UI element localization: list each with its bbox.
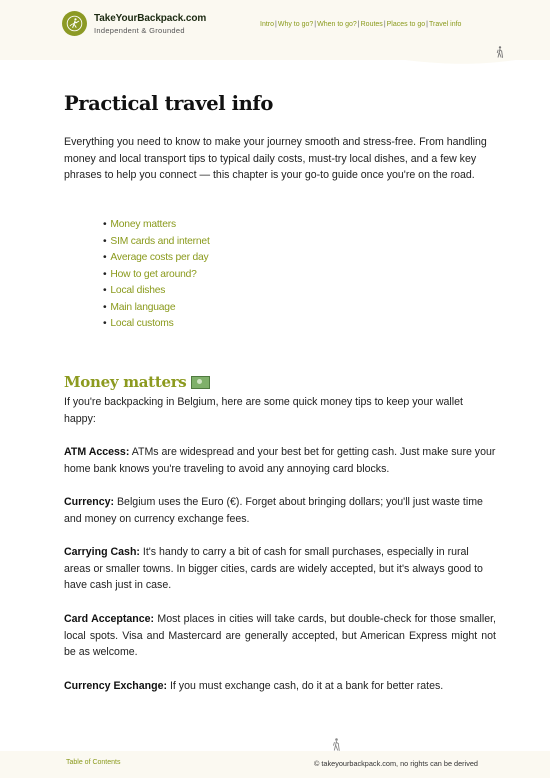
- tip-label: ATM Access:: [64, 446, 130, 458]
- bullet-icon: •: [103, 252, 107, 263]
- nav-places-to-go[interactable]: Places to go: [386, 21, 426, 28]
- table-of-contents-link[interactable]: Table of Contents: [66, 759, 121, 766]
- brand-name[interactable]: TakeYourBackpack.com: [94, 13, 207, 24]
- toc-link-local-customs[interactable]: Local customs: [110, 318, 174, 329]
- toc-link-local-dishes[interactable]: Local dishes: [110, 285, 166, 296]
- tip-carrying-cash: [64, 544, 496, 594]
- chapter-contents-list: [103, 217, 210, 333]
- tip-atm-access: [64, 444, 496, 477]
- bullet-icon: •: [103, 318, 107, 329]
- intro-paragraph: Everything you need to know to make your journey smooth and stress-free. From handling money and local transport tips to typical daily costs, must-try local dishes, and a few key phrases to help you connect — this chapter is your go-to guide once you're on the road.: [64, 136, 487, 182]
- tip-card-acceptance: [64, 611, 496, 661]
- tip-label: Carrying Cash:: [64, 546, 140, 558]
- toc-link-main-language[interactable]: Main language: [110, 301, 176, 313]
- section-heading-text: Money matters: [64, 373, 187, 391]
- logo-icon[interactable]: [62, 11, 87, 36]
- list-item: [103, 316, 210, 333]
- footer-copyright: © takeyourbackpack.com, no rights can be derived: [314, 759, 478, 768]
- tip-text: ATMs are widespread and your best bet for getting cash. Just make sure your home bank knows you're traveling to avoid any annoying card blocks.: [64, 446, 496, 475]
- toc-link-get-around[interactable]: How to get around?: [110, 268, 197, 280]
- tip-label: Currency Exchange:: [64, 680, 168, 692]
- bullet-icon: •: [103, 301, 107, 313]
- hiker-icon: [495, 46, 504, 58]
- bullet-icon: •: [103, 219, 107, 230]
- list-item: [103, 234, 210, 251]
- toc-link-sim-cards[interactable]: SIM cards and internet: [110, 235, 210, 247]
- footer-hiker-icon: [331, 738, 341, 751]
- nav-separator: |: [383, 21, 386, 28]
- money-lead-paragraph: If you're backpacking in Belgium, here are some quick money tips to keep your wallet happy:: [64, 396, 463, 425]
- nav-intro[interactable]: Intro: [260, 21, 275, 28]
- tip-text: Belgium uses the Euro (€). Forget about bringing dollars; you'll just waste time and money on currency exchange fees.: [64, 496, 483, 525]
- tip-label: Currency:: [64, 496, 115, 508]
- list-item: [103, 217, 210, 234]
- section-heading-money-matters: [64, 373, 210, 391]
- nav-routes[interactable]: Routes: [360, 21, 383, 28]
- tip-text: It's handy to carry a bit of cash for small purchases, especially in rural areas or smaller towns. In bigger cities, cards are widely accepted, but it's always good to have cash just in case.: [64, 546, 483, 592]
- list-item: [103, 267, 210, 284]
- nav-when-to-go[interactable]: When to go?: [317, 21, 357, 28]
- tip-text: If you must exchange cash, do it at a bank for better rates.: [167, 680, 444, 692]
- list-item: [103, 300, 210, 317]
- bullet-icon: •: [103, 268, 107, 280]
- toc-link-average-costs[interactable]: Average costs per day: [110, 252, 209, 263]
- header-wave-divider: [0, 44, 550, 68]
- tip-label: Card Acceptance:: [64, 613, 155, 625]
- list-item: [103, 250, 210, 267]
- toc-link-money-matters[interactable]: Money matters: [110, 219, 176, 230]
- nav-travel-info[interactable]: Travel info: [429, 21, 462, 28]
- top-navigation: [260, 21, 461, 28]
- tip-text: Most places in cities will take cards, but double-check for those smaller, local spots. Visa and Mastercard are generally accepted, but American Express might not be as welcome.: [64, 613, 497, 659]
- bullet-icon: •: [103, 285, 107, 296]
- nav-why-to-go[interactable]: Why to go?: [277, 21, 314, 28]
- nav-separator: |: [357, 21, 360, 28]
- nav-separator: |: [275, 21, 277, 28]
- bullet-icon: •: [103, 235, 107, 247]
- brand-tagline: Independent & Grounded: [94, 26, 185, 35]
- list-item: [103, 283, 210, 300]
- nav-separator: |: [426, 21, 428, 28]
- nav-separator: |: [314, 21, 317, 28]
- tip-currency: [64, 494, 496, 527]
- page-title: Practical travel info: [64, 92, 273, 115]
- tip-currency-exchange: [64, 678, 496, 695]
- money-bill-icon: [191, 376, 210, 389]
